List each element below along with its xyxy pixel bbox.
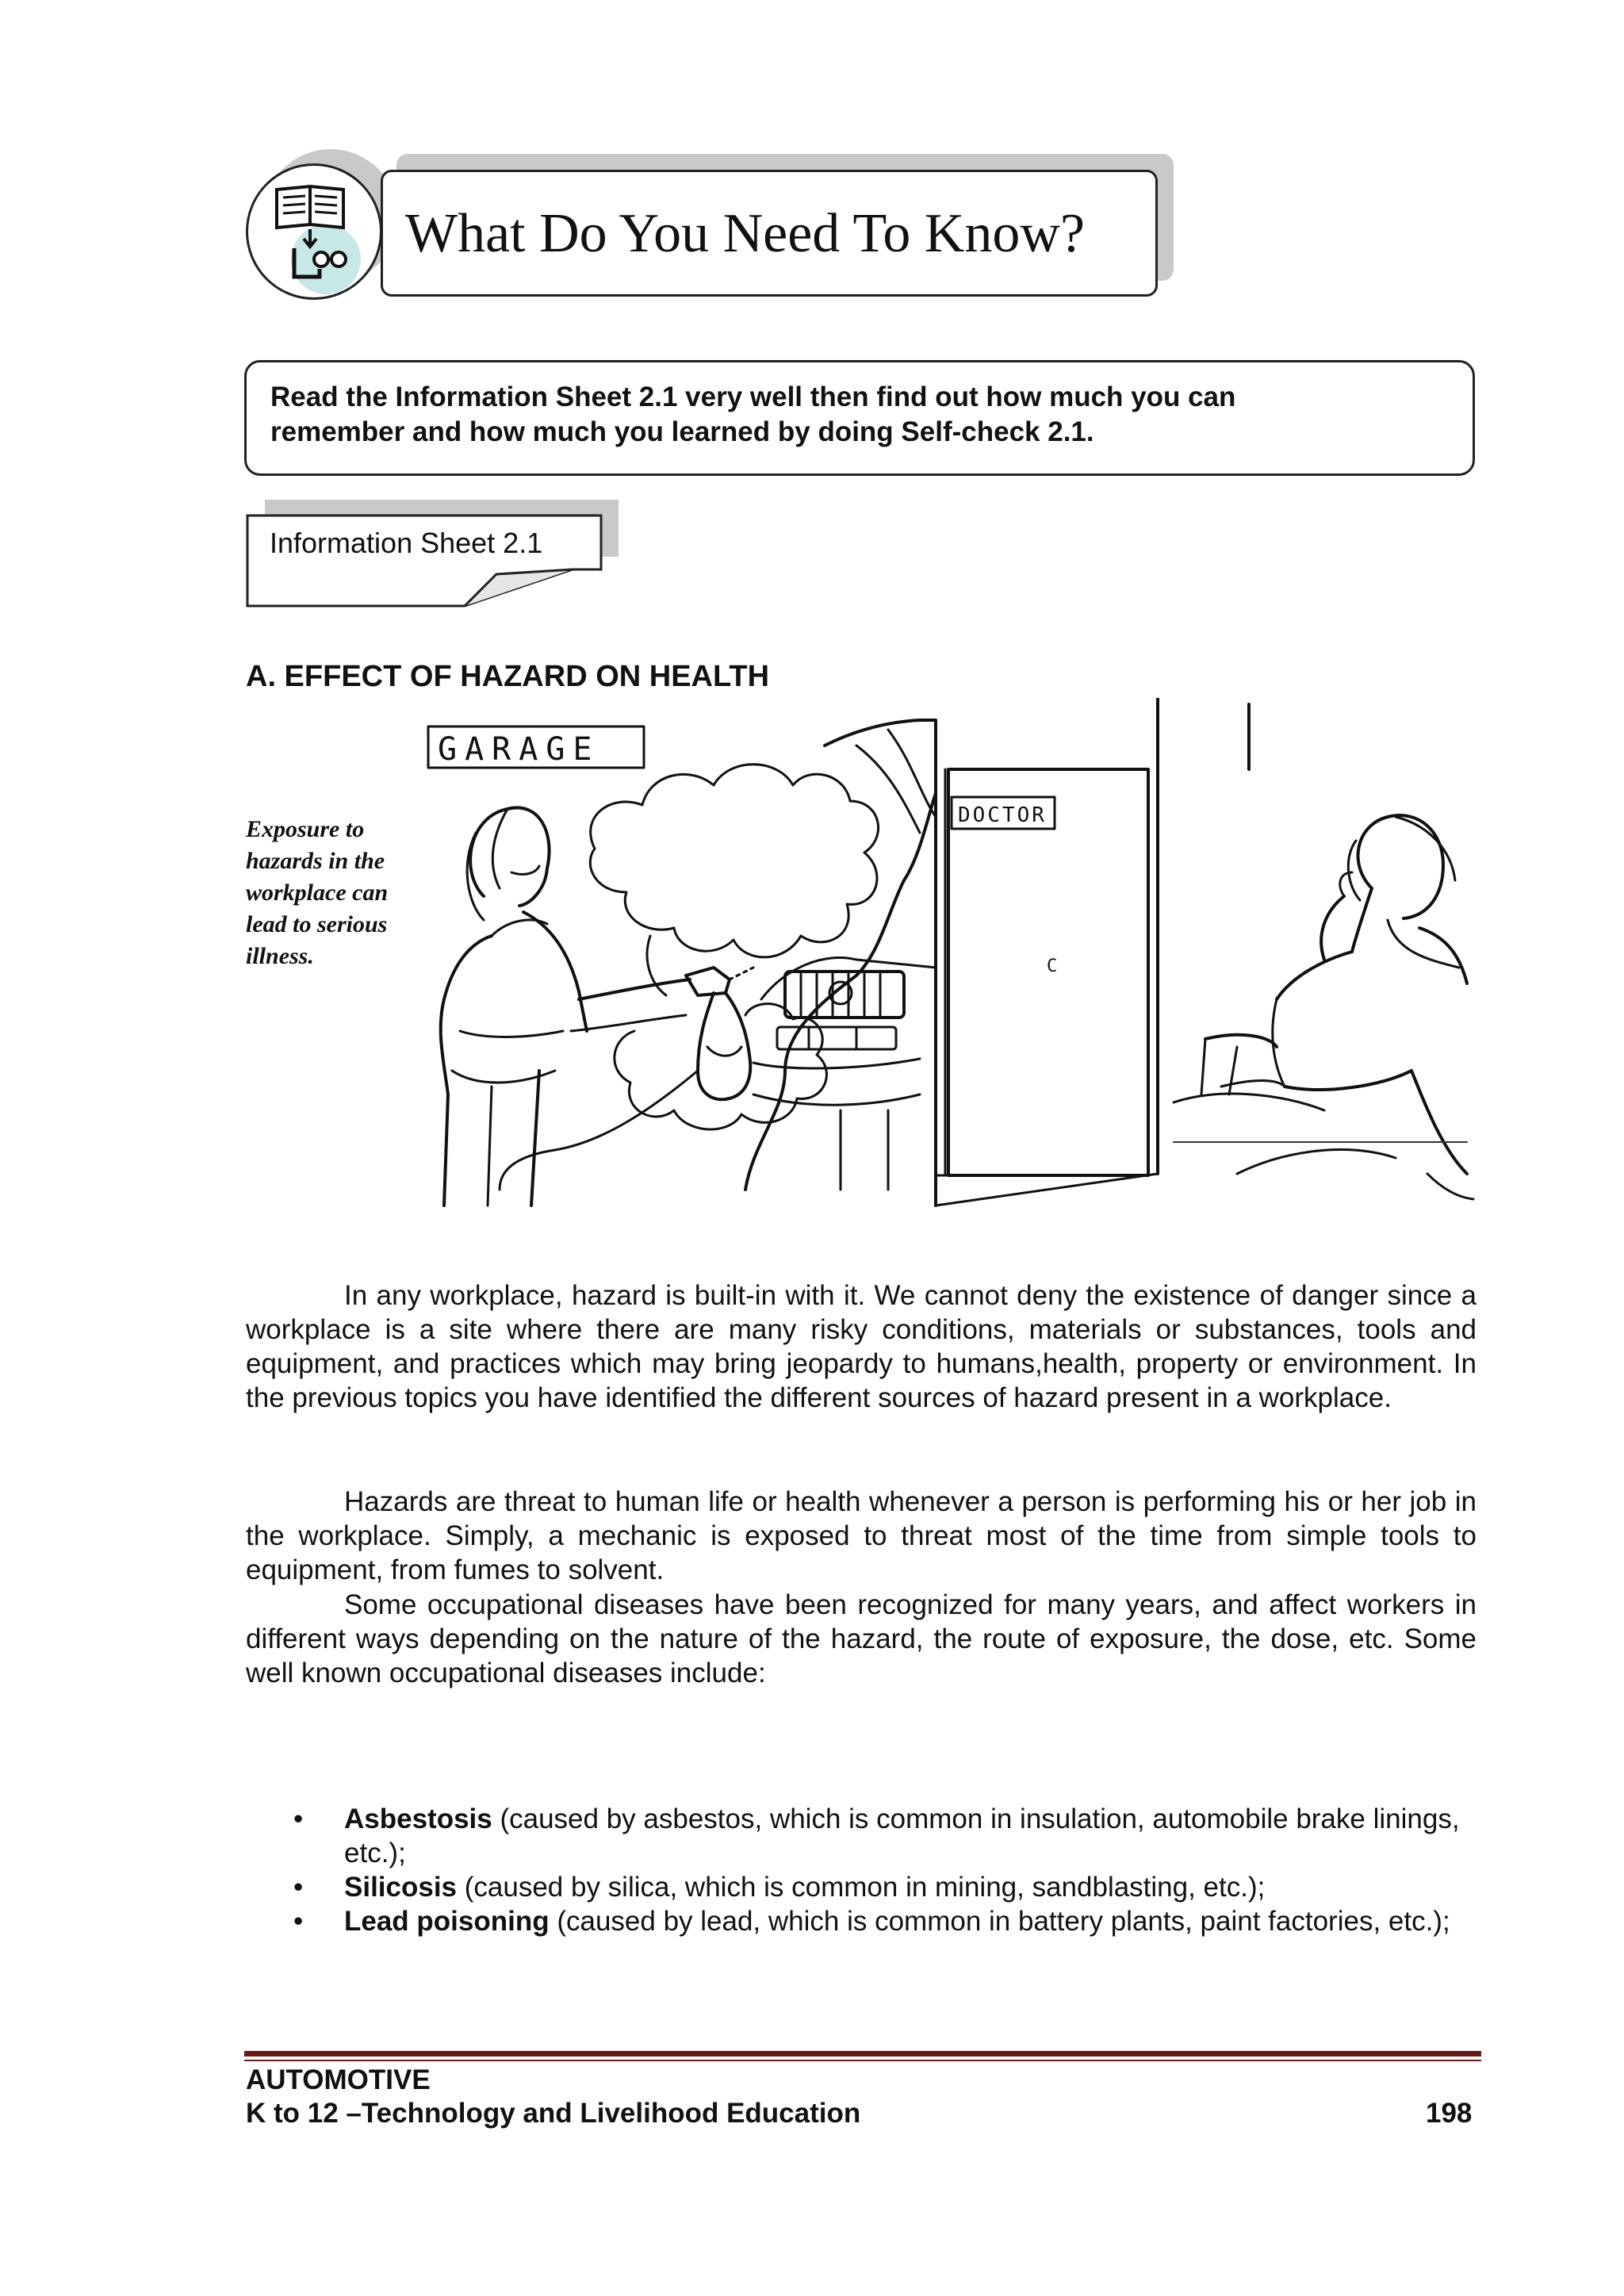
garage-sign-text: GARAGE — [438, 731, 600, 768]
doctor-sign-text: DOCTOR — [958, 803, 1047, 827]
disease-name: Asbestosis — [344, 1803, 492, 1834]
footer-course: K to 12 –Technology and Livelihood Education — [246, 2098, 861, 2129]
hazard-illustration — [412, 698, 1475, 1213]
body-paragraph-3: Some occupational diseases have been recognized for many years, and affect workers in different ways depending on the nature of the hazard, the route of exposure, the dose, etc. Some well known occupational diseases include: — [246, 1589, 1477, 1688]
header-banner — [381, 170, 1158, 297]
list-item — [246, 1904, 1477, 1938]
disease-description: (caused by silica, which is common in mining, sandblasting, etc.); — [457, 1872, 1266, 1903]
page-number: 198 — [1426, 2098, 1473, 2129]
instruction-line-2: remember and how much you learned by doing Self-check 2.1. — [270, 416, 1094, 447]
body-paragraph-2: Hazards are threat to human life or health whenever a person is performing his or her job in the workplace. Simply, a mechanic is exposed to threat most of the time from simple tools to equipment, from fumes to solvent. — [246, 1486, 1477, 1585]
bullet-icon: • — [293, 1803, 304, 1834]
illustration-caption: Exposure to hazards in the workplace can lead to serious illness. — [246, 816, 389, 969]
bullet-icon: • — [293, 1872, 304, 1903]
door-plate: C — [1047, 956, 1058, 976]
info-sheet-label: Information Sheet 2.1 — [270, 527, 543, 559]
list-item — [246, 1802, 1477, 1870]
instruction-box — [244, 360, 1475, 476]
footer-subject: AUTOMOTIVE — [246, 2064, 431, 2095]
disease-description: (caused by lead, which is common in battery plants, paint factories, etc.); — [549, 1906, 1450, 1937]
page-title: What Do You Need To Know? — [405, 203, 1086, 264]
instruction-line-1: Read the Information Sheet 2.1 very well then find out how much you can — [270, 381, 1236, 412]
disease-list — [246, 1802, 1477, 1938]
disease-description: (caused by asbestos, which is common in insulation, automobile brake linings, etc.); — [344, 1803, 1460, 1869]
reading-book-icon — [246, 163, 382, 300]
body-paragraph-1: In any workplace, hazard is built-in with it. We cannot deny the existence of danger since a workplace is a site where there are many risky conditions, materials or substances, tools and equipment, and practices which may bring jeopardy to humans,health, property or environment. In the previous topics you have identified the different sources of hazard present in a workplace. — [246, 1280, 1477, 1413]
footer-rule-thin — [244, 2060, 1481, 2061]
footer-rule — [244, 2051, 1481, 2056]
disease-name: Silicosis — [344, 1872, 458, 1903]
bullet-icon: • — [293, 1906, 304, 1937]
section-heading: A. EFFECT OF HAZARD ON HEALTH — [246, 660, 770, 693]
list-item — [246, 1870, 1477, 1904]
disease-name: Lead poisoning — [344, 1906, 550, 1937]
